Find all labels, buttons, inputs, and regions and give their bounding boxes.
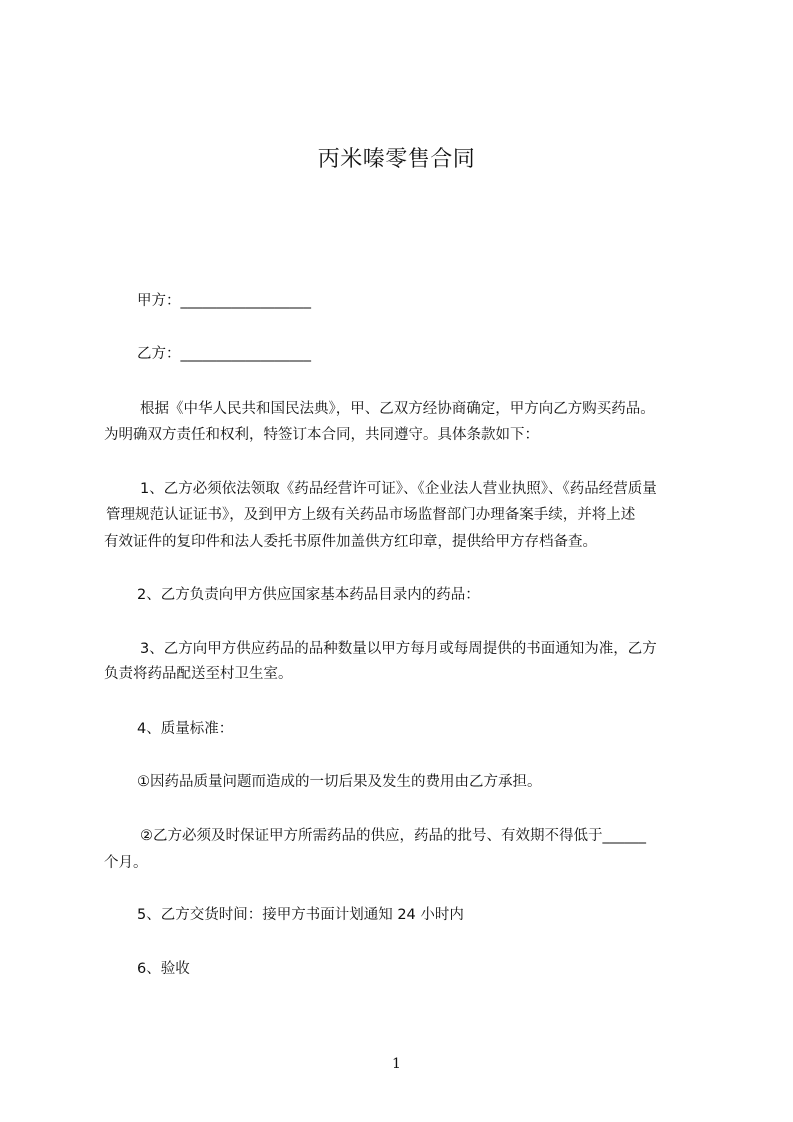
clause-4-item-2-line-2: 个月。 [104, 855, 148, 871]
clause-1-line-1: 1、乙方必须依法领取《药品经营许可证》、《企业法人营业执照》、《药品经营质量 [140, 481, 657, 497]
clause-3-line-2: 负责将药品配送至村卫生室。 [104, 666, 293, 682]
intro-line-1: 根据《中华人民共和国民法典》，甲、乙双方经协商确定，甲方向乙方购买药品。 [140, 401, 655, 417]
clause-6: 6、验收 [137, 961, 190, 977]
clause-5: 5、乙方交货时间：接甲方书面计划通知 24 小时内 [137, 907, 464, 923]
document-title: 丙米嗪零售合同 [317, 147, 476, 172]
clause-4-item-2-line-1: ②乙方必须及时保证甲方所需药品的供应，药品的批号、有效期不得低于______ [140, 828, 646, 844]
clause-1-line-3: 有效证件的复印件和法人委托书原件加盖供方红印章，提供给甲方存档备查。 [104, 534, 597, 550]
page-number: 1 [392, 1056, 401, 1072]
clause-1-line-2: 管理规范认证证书》，及到甲方上级有关药品市场监督部门办理备案手续，并将上述 [106, 507, 636, 523]
clause-3-line-1: 3、乙方向甲方供应药品的品种数量以甲方每月或每周提供的书面通知为准，乙方 [140, 641, 657, 657]
clause-4-item-1: ①因药品质量问题而造成的一切后果及发生的费用由乙方承担。 [137, 774, 542, 790]
clause-4: 4、质量标准： [137, 721, 234, 737]
party-b-line: 乙方：__________________ [137, 346, 311, 362]
clause-2: 2、乙方负责向甲方供应国家基本药品目录内的药品： [137, 587, 480, 603]
party-a-line: 甲方：__________________ [137, 293, 311, 309]
intro-line-2: 为明确双方责任和权利，特签订本合同，共同遵守。具体条款如下： [104, 427, 539, 443]
